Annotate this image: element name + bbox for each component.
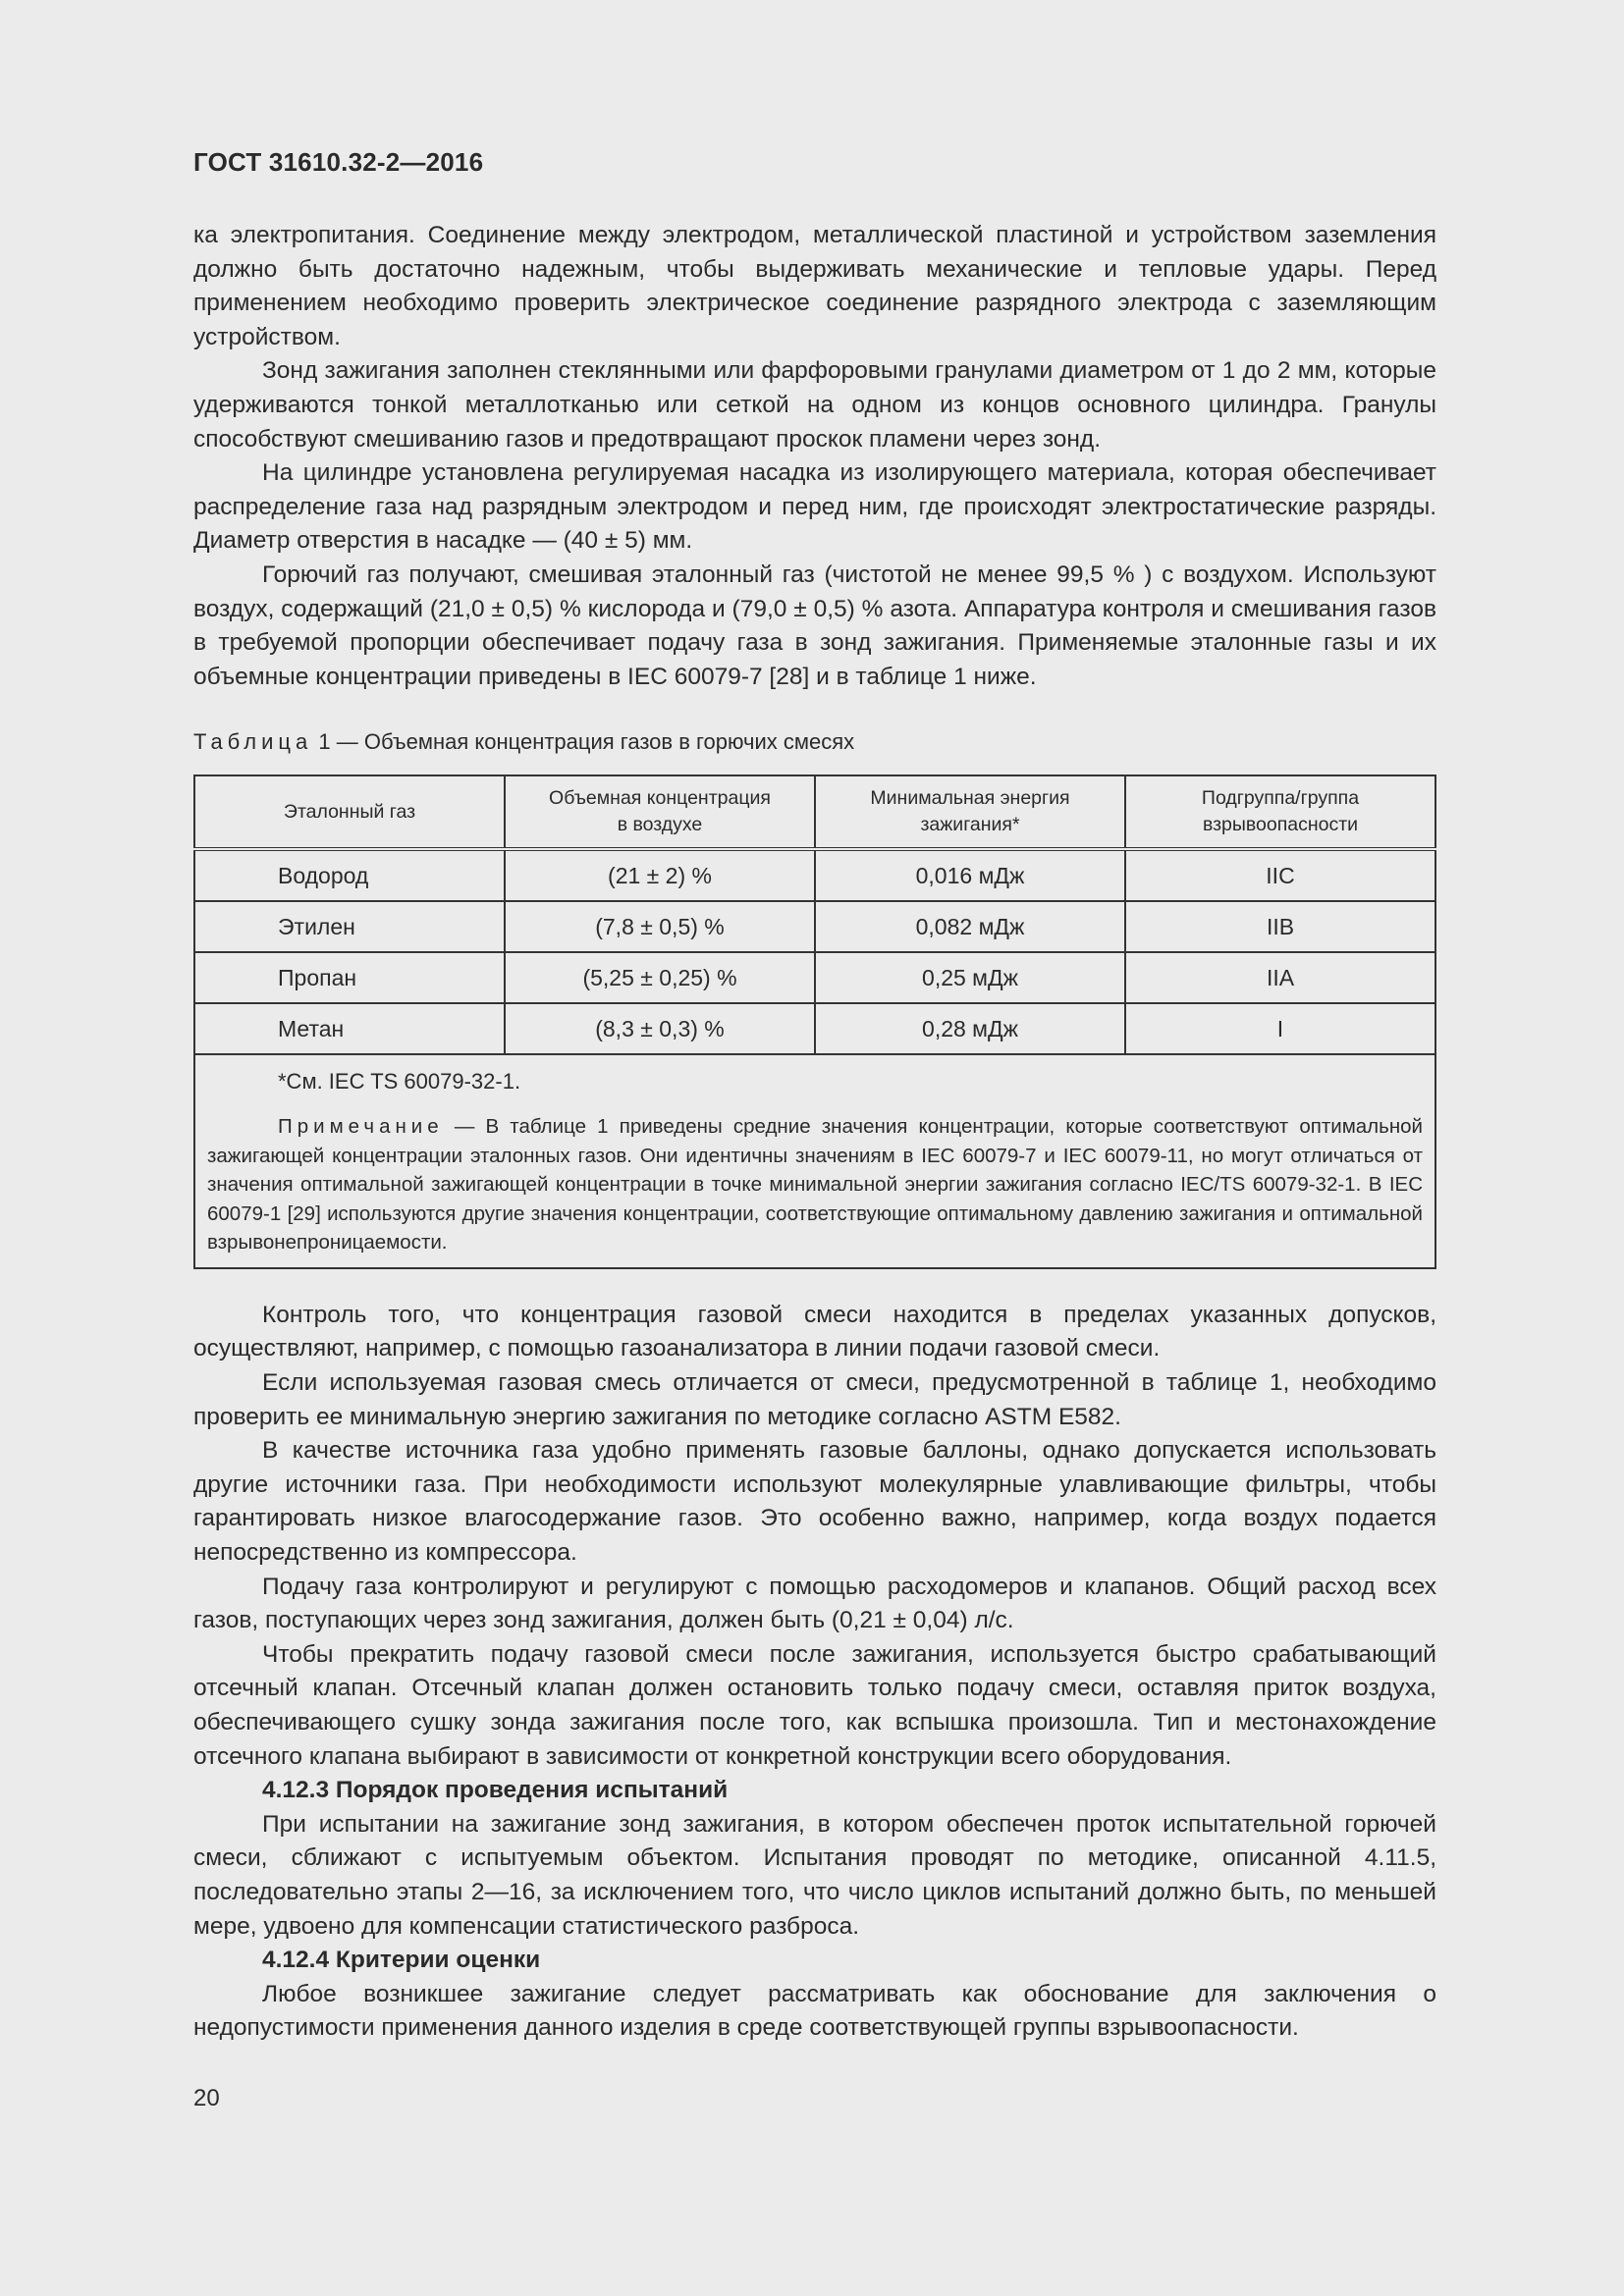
table-note — [207, 1112, 1423, 1257]
table-notes-row — [194, 1054, 1435, 1268]
paragraph: Любое возникшее зажигание следует рассматривать как обоснование для заключения о недопустимости применения данного изделия в среде соответствующей группы взрывоопасности. — [193, 1980, 1436, 2042]
cell-gas-name: Метан — [194, 1003, 505, 1054]
body-text-after-table — [193, 1299, 1436, 2046]
paragraph: На цилиндре установлена регулируемая насадка из изолирующего материала, которая обеспечивает распределение газа над разрядным электродом и перед ним, где происходят электростатические разряды. Диаметр отверстия в насадке — (40 ± 5) мм. — [193, 459, 1436, 555]
cell-gas-name: Пропан — [194, 952, 505, 1003]
cell-group: IIB — [1125, 901, 1435, 952]
table-row — [194, 901, 1435, 952]
paragraph: ка электропитания. Соединение между электродом, металлической пластиной и устройством заземления должно быть достаточно надежным, чтобы выдерживать механические и тепловые удары. Перед применением необходимо проверить электрическое соединение разрядного электрода с заземляющим устройством. — [193, 222, 1436, 350]
table-header-row — [194, 775, 1435, 849]
cell-gas-name: Этилен — [194, 901, 505, 952]
gas-concentration-table — [193, 774, 1436, 1269]
note-label: Примечание — [278, 1115, 444, 1139]
cell-group: IIC — [1125, 849, 1435, 901]
table-row — [194, 1003, 1435, 1054]
table-caption — [193, 729, 1436, 755]
paragraph: Зонд зажигания заполнен стеклянными или фарфоровыми гранулами диаметром от 1 до 2 мм, которые удерживаются тонкой металлотканью или сеткой на одном из концов основного цилиндра. Гранулы способствуют смешиванию газов и предотвращают проскок пламени через зонд. — [193, 357, 1436, 453]
table-caption-label: Таблица — [193, 729, 313, 755]
note-text: — В таблице 1 приведены средние значения концентрации, которые соответствуют оптимальной зажигающей концентрации эталонных газов. Они идентичны значениям в IEC 60079-7 и IEC 60079-11, но могут отличаться от значения оптимальной зажигающей концентрации в точке минимальной энергии зажигания согласно IEC/TS 60079-32-1. В IEC 60079-1 [29] используются другие значения концентрации, соответствующие оптимальному давлению зажигания и оптимальной взрывонепроницаемости. — [207, 1115, 1423, 1255]
header-reference-gas: Эталонный газ — [194, 775, 505, 849]
cell-ignition-energy: 0,25 мДж — [815, 952, 1125, 1003]
cell-ignition-energy: 0,016 мДж — [815, 849, 1125, 901]
body-text-before-table — [193, 219, 1436, 694]
page-number: 20 — [193, 2085, 220, 2111]
cell-ignition-energy: 0,28 мДж — [815, 1003, 1125, 1054]
header-volume-concentration: Объемная концентрация в воздухе — [505, 775, 815, 849]
header-explosion-group: Подгруппа/группа взрывоопасности — [1125, 775, 1435, 849]
paragraph: Контроль того, что концентрация газовой смеси находится в пределах указанных допусков, осуществляют, например, с помощью газоанализатора в линии подачи газовой смеси. — [193, 1301, 1436, 1362]
table-row — [194, 952, 1435, 1003]
table-notes-cell — [194, 1054, 1435, 1268]
paragraph: Если используемая газовая смесь отличается от смеси, предусмотренной в таблице 1, необходимо проверить ее минимальную энергию зажигания по методике согласно ASTM E582. — [193, 1369, 1436, 1430]
section-heading: 4.12.3 Порядок проведения испытаний — [262, 1777, 729, 1804]
paragraph: При испытании на зажигание зонд зажигания, в котором обеспечен проток испытательной горючей смеси, сближают с испытуемым объектом. Испытания проводят по методике, описанной 4.11.5, последовательно этапы 2—16, за исключением того, что число циклов испытаний должно быть, по меньшей мере, удвоено для компенсации статистического разброса. — [193, 1810, 1436, 1940]
cell-group: I — [1125, 1003, 1435, 1054]
cell-gas-name: Водород — [194, 849, 505, 901]
paragraph: В качестве источника газа удобно применять газовые баллоны, однако допускается использовать другие источники газа. При необходимости используют молекулярные улавливающие фильтры, чтобы гарантировать низкое влагосодержание газов. Это особенно важно, например, когда воздух подается непосредственно из компрессора. — [193, 1437, 1436, 1566]
cell-concentration: (5,25 ± 0,25) % — [505, 952, 815, 1003]
paragraph: Чтобы прекратить подачу газовой смеси после зажигания, используется быстро срабатывающий отсечный клапан. Отсечный клапан должен остановить только подачу смеси, оставляя приток воздуха, обеспечивающего сушку зонда зажигания после того, как вспышка произошла. Тип и местонахождение отсечного клапана выбирают в зависимости от конкретной конструкции всего оборудования. — [193, 1640, 1436, 1770]
document-header: ГОСТ 31610.32-2—2016 — [193, 147, 484, 177]
cell-group: IIA — [1125, 952, 1435, 1003]
section-heading: 4.12.4 Критерии оценки — [262, 1947, 541, 1974]
paragraph: Горючий газ получают, смешивая эталонный газ (чистотой не менее 99,5 % ) с воздухом. Используют воздух, содержащий (21,0 ± 0,5) % кислорода и (79,0 ± 0,5) % азота. Аппаратура контроля и смешивания газов в требуемой пропорции обеспечивает подачу газа в зонд зажигания. Применяемые эталонные газы и их объемные концентрации приведены в IEC 60079-7 [28] и в таблице 1 ниже. — [193, 561, 1436, 690]
cell-concentration: (7,8 ± 0,5) % — [505, 901, 815, 952]
cell-concentration: (8,3 ± 0,3) % — [505, 1003, 815, 1054]
cell-ignition-energy: 0,082 мДж — [815, 901, 1125, 952]
table-body — [194, 849, 1435, 1054]
table-caption-text: 1 — Объемная концентрация газов в горючих смесях — [318, 729, 855, 755]
paragraph: Подачу газа контролируют и регулируют с помощью расходомеров и клапанов. Общий расход всех газов, поступающих через зонд зажигания, должен быть (0,21 ± 0,04) л/с. — [193, 1573, 1436, 1634]
header-min-ignition-energy: Минимальная энергия зажигания* — [815, 775, 1125, 849]
cell-concentration: (21 ± 2) % — [505, 849, 815, 901]
table-footnote: *См. IEC TS 60079-32-1. — [278, 1069, 521, 1095]
table-row — [194, 849, 1435, 901]
